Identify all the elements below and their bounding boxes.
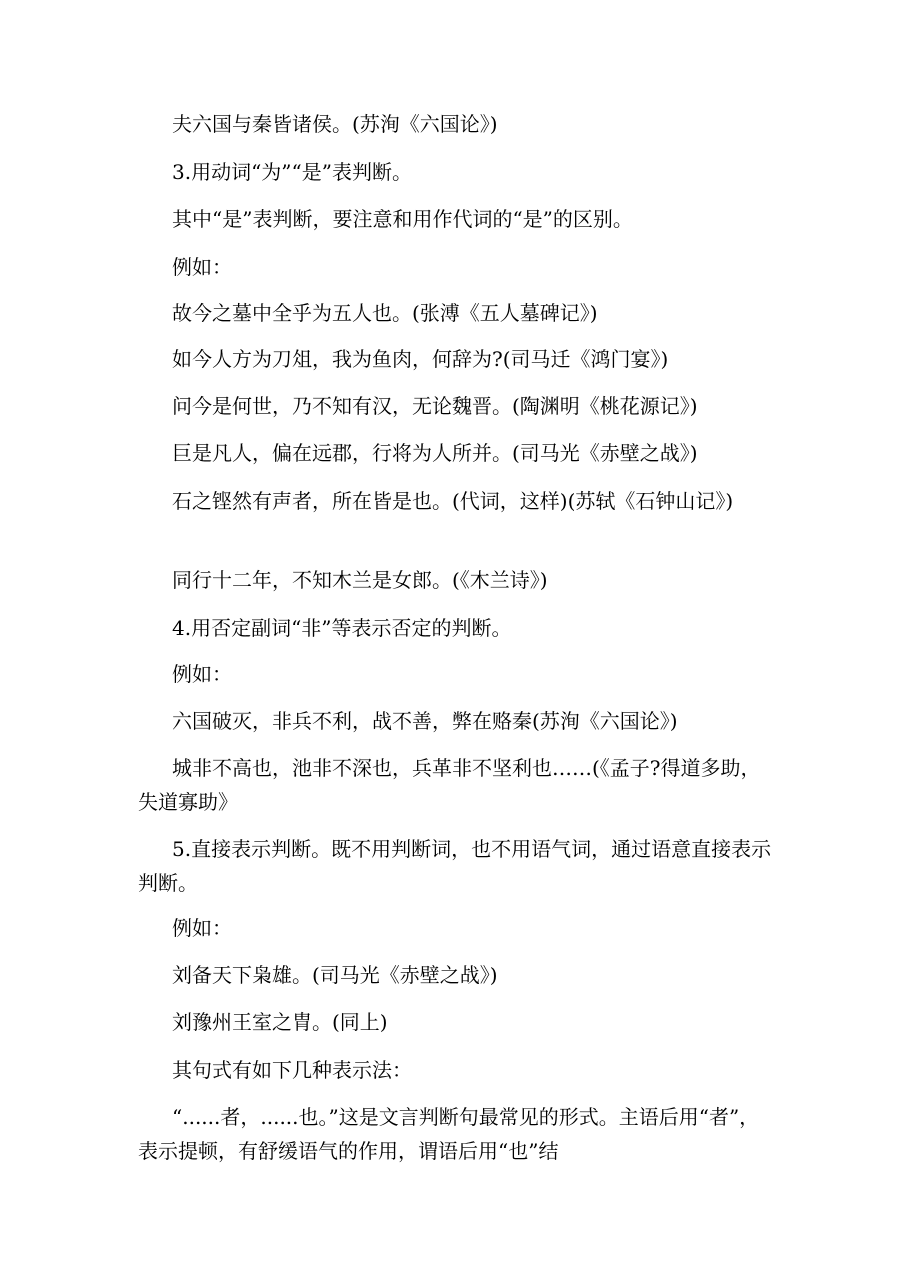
paragraph-13: 六国破灭，非兵不利，战不善，弊在赂秦(苏洵《六国论》) bbox=[172, 709, 678, 733]
paragraph-20: “......者，......也。”这是文言判断句最常见的形式。主语后用“者”，表示提顿，有舒缓语气的作用，谓语后用“也”结 bbox=[138, 1105, 760, 1163]
paragraph-12: 例如： bbox=[172, 662, 232, 686]
paragraph-18: 刘豫州王室之胄。(同上) bbox=[172, 1010, 388, 1034]
paragraph-9: 石之铿然有声者，所在皆是也。(代词，这样)(苏轼《石钟山记》) bbox=[172, 489, 734, 513]
paragraph-6: 如今人方为刀俎，我为鱼肉，何辞为?(司马迁《鸿门宴》) bbox=[172, 347, 669, 371]
paragraph-5: 故今之墓中全乎为五人也。(张溥《五人墓碑记》) bbox=[172, 301, 598, 325]
paragraph-17: 刘备天下枭雄。(司马光《赤壁之战》) bbox=[172, 963, 498, 987]
paragraph-16: 例如： bbox=[172, 916, 232, 940]
paragraph-8: 巨是凡人，偏在远郡，行将为人所并。(司马光《赤壁之战》) bbox=[172, 441, 698, 465]
paragraph-4: 例如： bbox=[172, 255, 232, 279]
paragraph-3: 其中“是”表判断，要注意和用作代词的“是”的区别。 bbox=[172, 207, 633, 231]
paragraph-19: 其句式有如下几种表示法： bbox=[172, 1058, 412, 1082]
paragraph-15: 5.直接表示判断。既不用判断词，也不用语气词，通过语意直接表示判断。 bbox=[138, 837, 772, 895]
paragraph-1: 夫六国与秦皆诸侯。(苏洵《六国论》) bbox=[172, 112, 498, 136]
paragraph-14: 城非不高也，池非不深也，兵革非不坚利也……(《孟子?得道多助，失道寡助》 bbox=[138, 756, 761, 814]
paragraph-11: 4.用否定副词“非”等表示否定的判断。 bbox=[172, 616, 512, 640]
paragraph-7: 问今是何世，乃不知有汉，无论魏晋。(陶渊明《桃花源记》) bbox=[172, 394, 698, 418]
paragraph-10: 同行十二年，不知木兰是女郎。(《木兰诗》) bbox=[172, 568, 548, 592]
paragraph-2: 3.用动词“为”“是”表判断。 bbox=[172, 160, 412, 184]
